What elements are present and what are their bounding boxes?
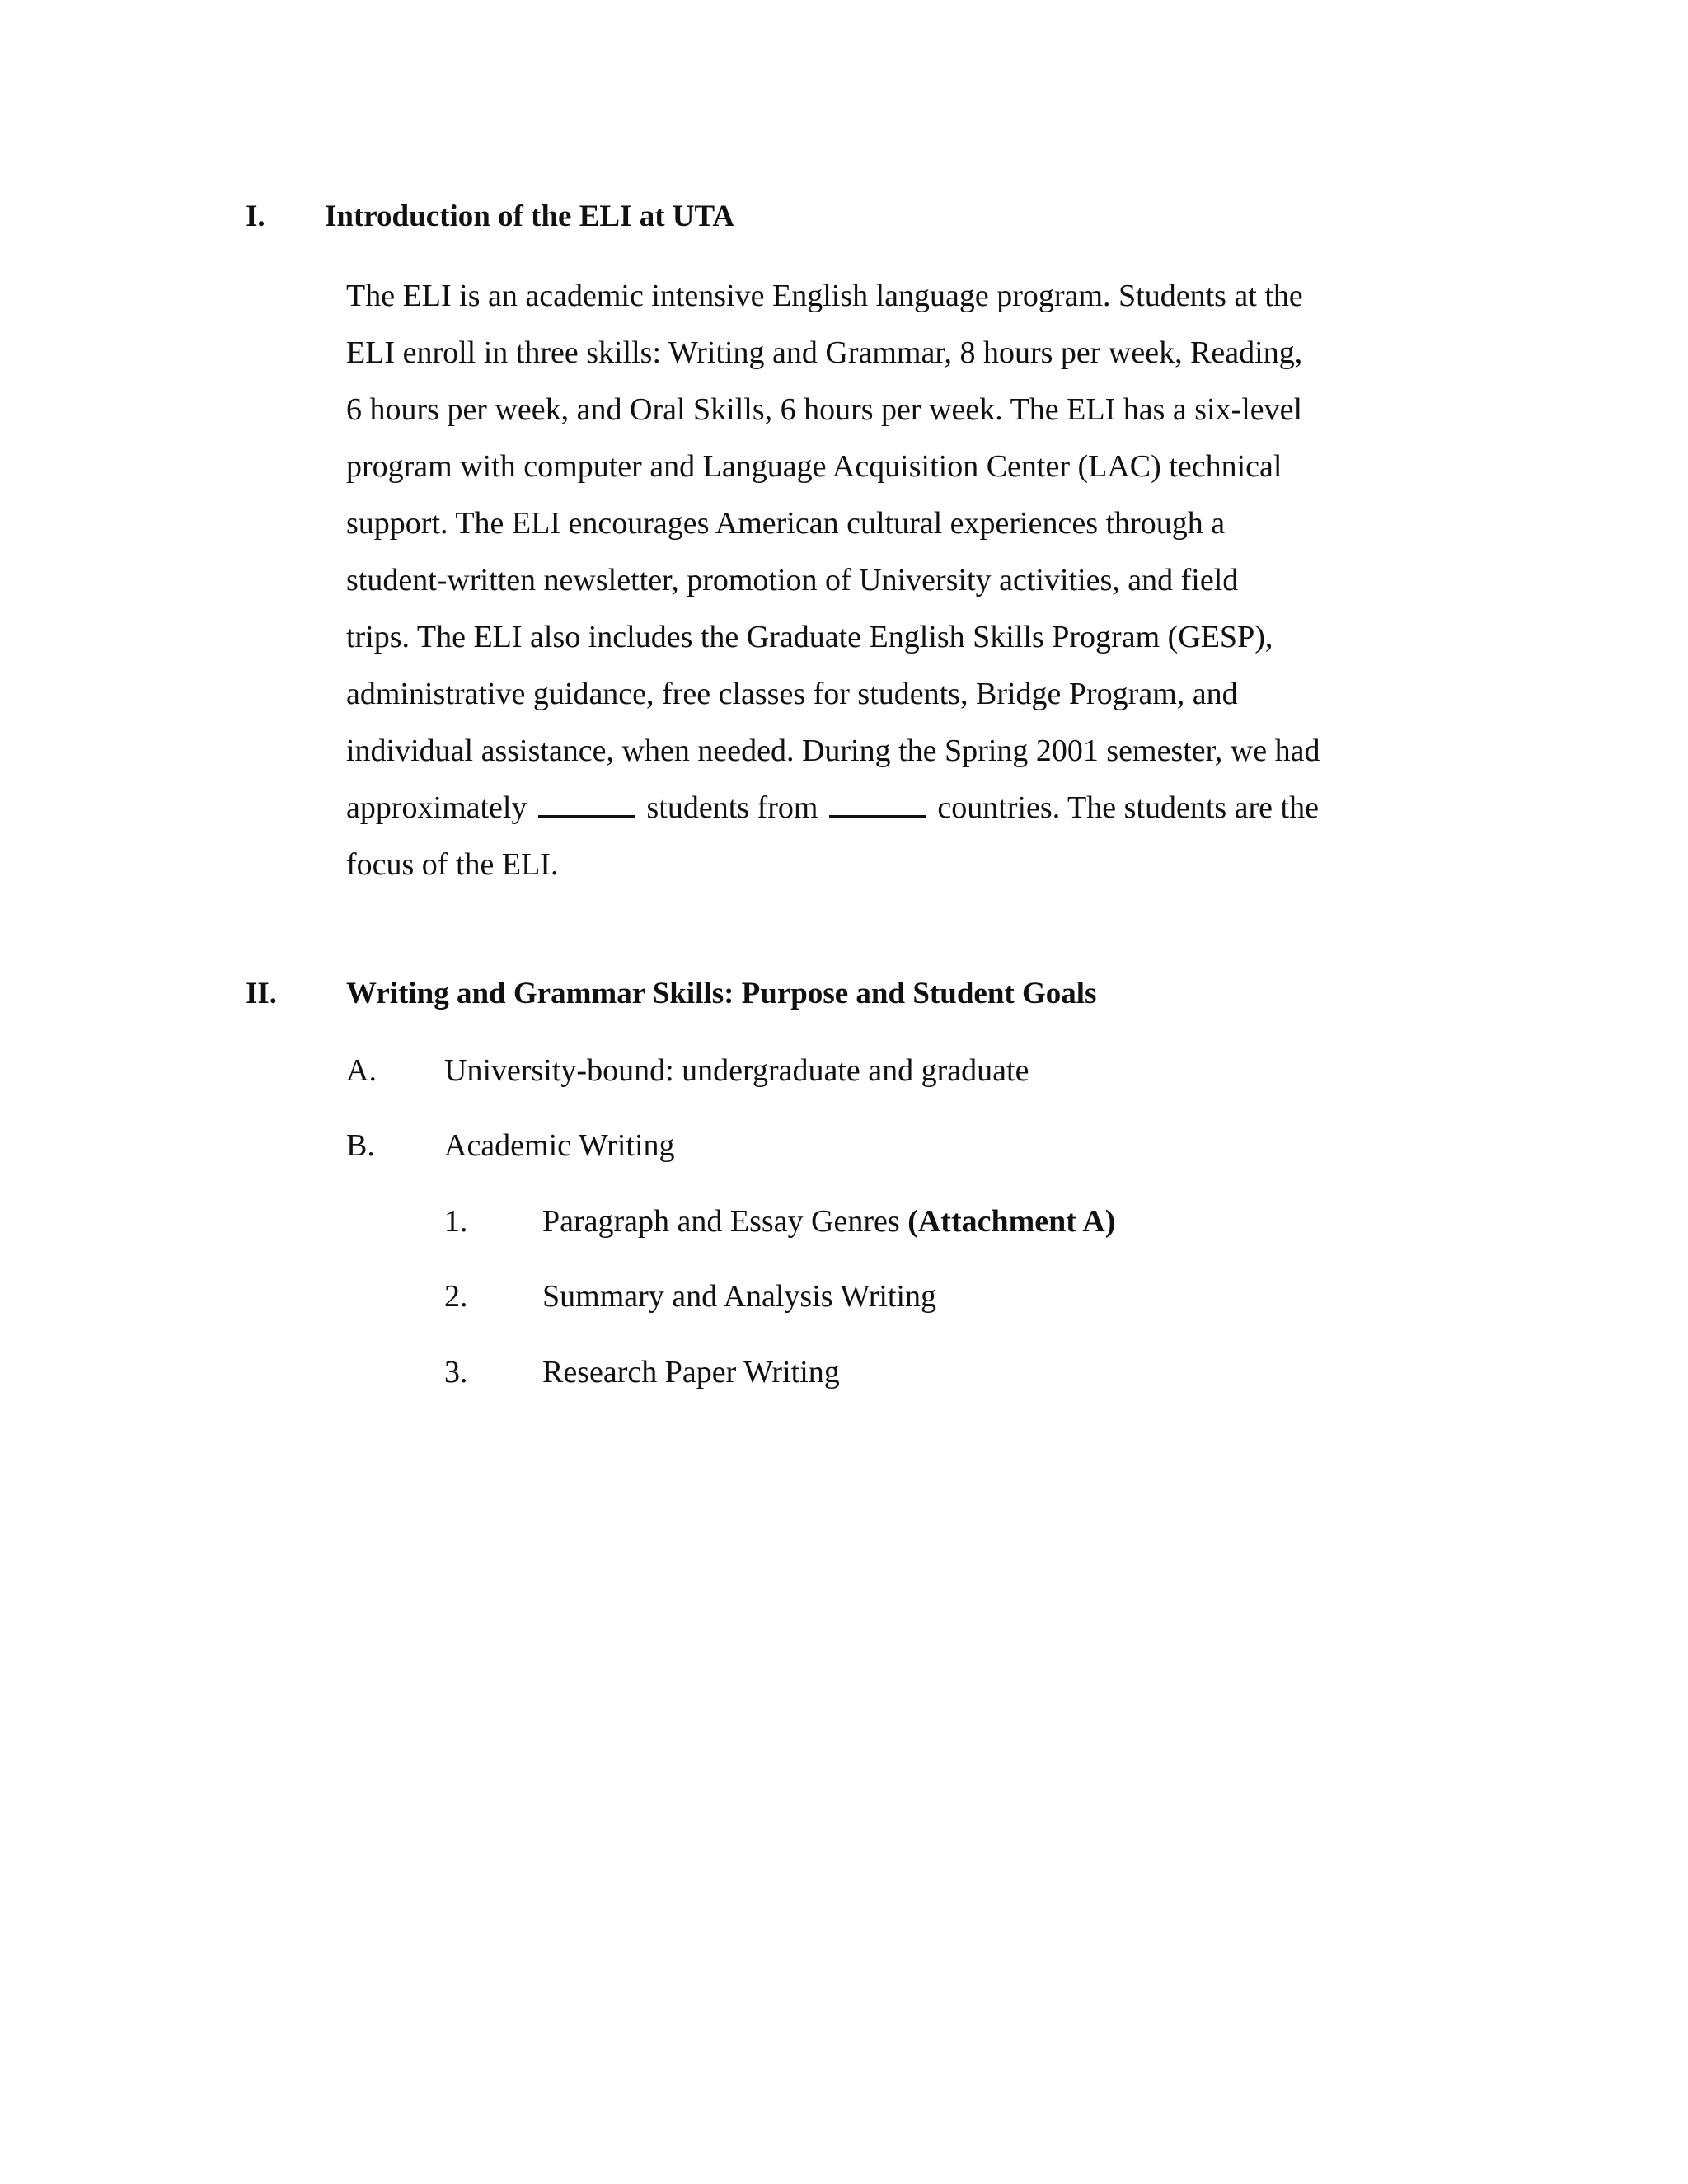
paragraph-line: support. The ELI encourages American cultural experiences through a [346,506,1226,541]
blank-line-part-2: students from [646,790,818,825]
paragraph-line: ELI enroll in three skills: Writing and Grammar, 8 hours per week, Reading, [346,335,1303,370]
subitem-3-text: Research Paper Writing [542,1355,840,1390]
section-2-title: Writing and Grammar Skills: Purpose and Student Goals [346,977,1097,1010]
paragraph-line: 6 hours per week, and Oral Skills, 6 hours per week. The ELI has a six-level [346,392,1303,427]
blank-line-part-3: countries. The students are the [937,790,1319,825]
subitem-1-marker: 1. [444,1204,468,1239]
subitem-1-label: Paragraph and Essay Genres [542,1204,908,1239]
item-a-marker: A. [346,1053,377,1088]
section-1-paragraph [346,268,1418,893]
country-count-blank [829,792,926,818]
subitem-2-text: Summary and Analysis Writing [542,1279,937,1314]
paragraph-line: administrative guidance, free classes for students, Bridge Program, and [346,677,1238,711]
subitem-1-text [542,1203,1115,1240]
blank-line-part-1: approximately [346,790,528,825]
paragraph-line: trips. The ELI also includes the Graduate English Skills Program (GESP), [346,620,1273,654]
section-2-numeral: II. [246,977,278,1010]
item-b-text: Academic Writing [444,1128,675,1163]
paragraph-line: program with computer and Language Acquisition Center (LAC) technical [346,449,1282,484]
paragraph-line: The ELI is an academic intensive English language program. Students at the [346,279,1303,313]
paragraph-line-with-blanks [346,780,1418,837]
item-a-text: University-bound: undergraduate and graduate [444,1053,1029,1088]
subitem-2-marker: 2. [444,1279,468,1314]
paragraph-line: individual assistance, when needed. During the Spring 2001 semester, we had [346,733,1320,768]
attachment-a-reference: (Attachment A) [907,1204,1116,1239]
paragraph-line: focus of the ELI. [346,847,559,882]
paragraph-line: student-written newsletter, promotion of University activities, and field [346,563,1239,598]
student-count-blank [538,792,635,818]
item-b-marker: B. [346,1128,375,1163]
section-1-numeral: I. [246,199,265,233]
section-1-title: Introduction of the ELI at UTA [325,199,735,233]
subitem-3-marker: 3. [444,1355,468,1390]
